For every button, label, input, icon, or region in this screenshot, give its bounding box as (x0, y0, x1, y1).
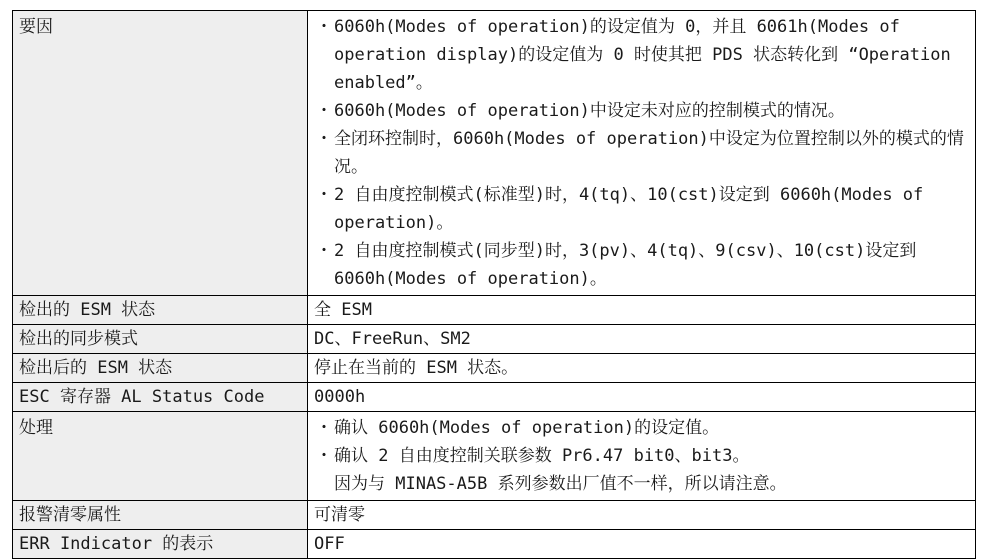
alarm-clear-value: 可清零 (308, 501, 976, 530)
handling-bullet-text: 确认 6060h(Modes of operation)的设定值。 (334, 418, 720, 438)
factor-bullet-2 (314, 97, 969, 125)
handling-bullet-2 (314, 442, 969, 470)
factor-bullet-text: 6060h(Modes of operation)的设定值为 0，并且 6061h(Modes of operation display)的设定值为 0 时使其把 PDS 状态转化到 “Operation enabled”。 (334, 17, 951, 93)
handling-bullet-1 (314, 414, 969, 442)
factor-bullet-1 (314, 13, 969, 97)
row-factor (13, 11, 976, 296)
bullet-mark: ・ (315, 185, 333, 205)
row-err-indicator (13, 530, 976, 559)
row-handling (13, 412, 976, 501)
row-detected-esm (13, 296, 976, 325)
handling-note: 因为与 MINAS-A5B 系列参数出厂值不一样，所以请注意。 (334, 474, 787, 494)
bullet-mark: ・ (315, 101, 333, 121)
bullet-mark: ・ (315, 129, 333, 149)
al-status-value: 0000h (308, 383, 976, 412)
row-sync-mode (13, 325, 976, 354)
factor-value (308, 11, 976, 296)
err-indicator-label: ERR Indicator 的表示 (13, 530, 308, 559)
factor-bullet-3 (314, 125, 969, 181)
err-indicator-value: OFF (308, 530, 976, 559)
error-spec-table (12, 10, 976, 559)
factor-label: 要因 (13, 11, 308, 296)
factor-bullet-4 (314, 181, 969, 237)
factor-bullet-5 (314, 237, 969, 293)
esm-after-label: 检出后的 ESM 状态 (13, 354, 308, 383)
factor-bullet-text: 全闭环控制时，6060h(Modes of operation)中设定为位置控制以外的模式的情况。 (334, 129, 964, 177)
detected-esm-label: 检出的 ESM 状态 (13, 296, 308, 325)
row-esm-after (13, 354, 976, 383)
alarm-clear-label: 报警清零属性 (13, 501, 308, 530)
factor-bullet-text: 2 自由度控制模式(同步型)时，3(pv)、4(tq)、9(csv)、10(cst)设定到 6060h(Modes of operation)。 (334, 241, 917, 289)
row-alarm-clear (13, 501, 976, 530)
sync-mode-label: 检出的同步模式 (13, 325, 308, 354)
handling-label: 处理 (13, 412, 308, 501)
handling-bullet-text: 确认 2 自由度控制关联参数 Pr6.47 bit0、bit3。 (334, 446, 750, 466)
bullet-mark: ・ (315, 241, 333, 261)
sync-mode-value: DC、FreeRun、SM2 (308, 325, 976, 354)
handling-value (308, 412, 976, 501)
factor-bullet-text: 6060h(Modes of operation)中设定未对应的控制模式的情况。 (334, 101, 845, 121)
bullet-mark: ・ (315, 17, 333, 37)
al-status-label: ESC 寄存器 AL Status Code (13, 383, 308, 412)
bullet-mark: ・ (315, 418, 333, 438)
esm-after-value: 停止在当前的 ESM 状态。 (308, 354, 976, 383)
detected-esm-value: 全 ESM (308, 296, 976, 325)
row-al-status (13, 383, 976, 412)
bullet-mark: ・ (315, 446, 333, 466)
factor-bullet-text: 2 自由度控制模式(标准型)时，4(tq)、10(cst)设定到 6060h(Modes of operation)。 (334, 185, 924, 233)
